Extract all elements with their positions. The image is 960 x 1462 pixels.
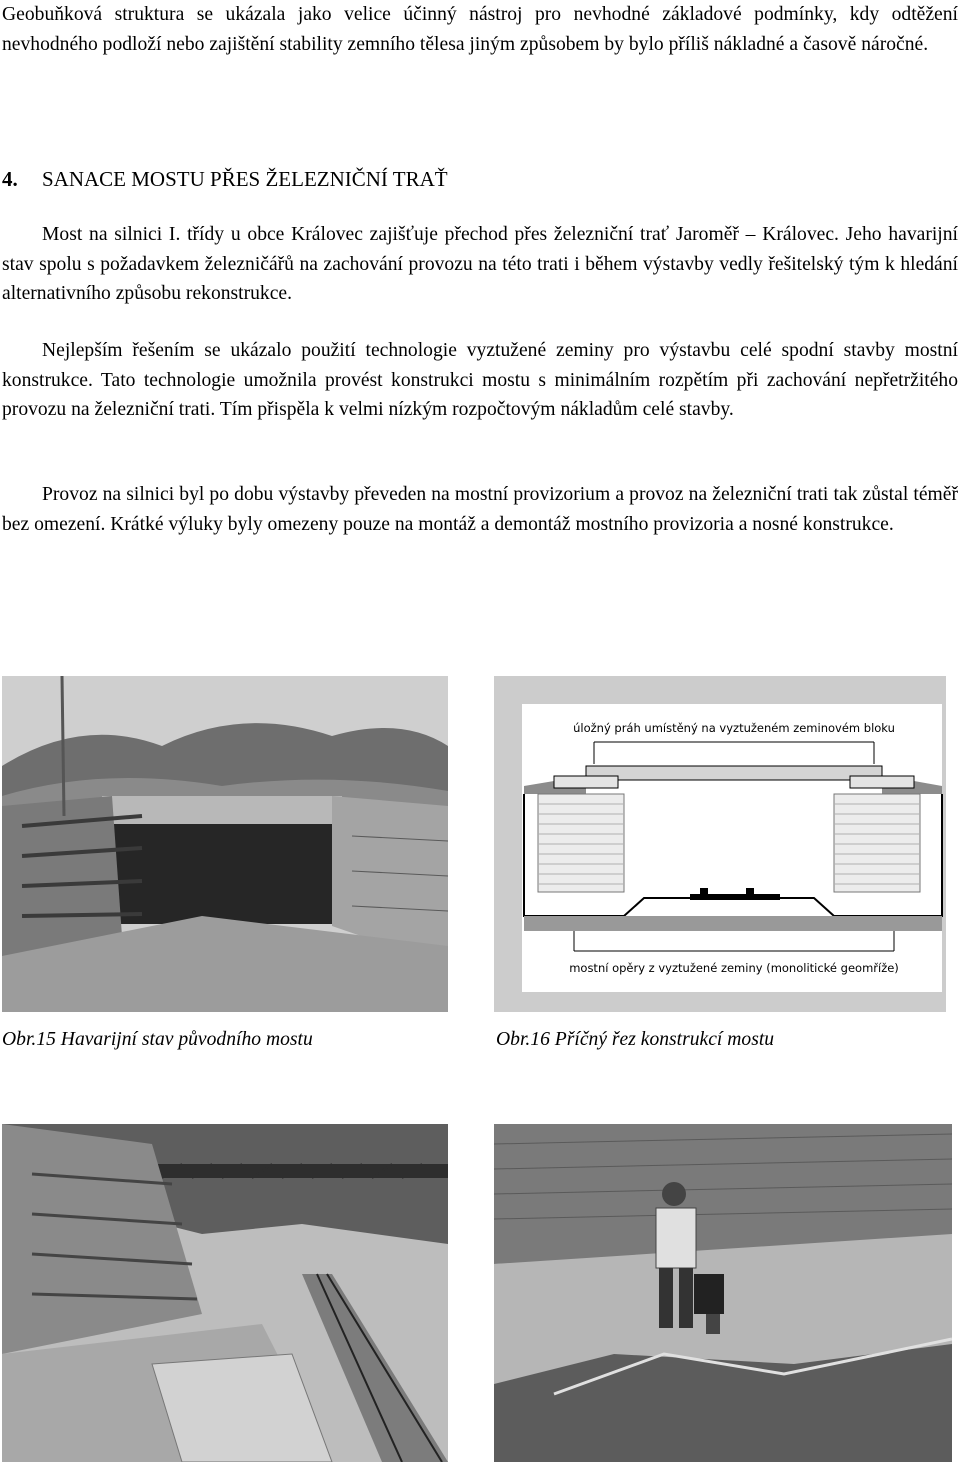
paragraph-intro: Geobuňková struktura se ukázala jako velice účinný nástroj pro nevhodné základové podmínky, kdy odtěžení nevhodného podloží nebo zajištění stability zemního tělesa jiným způsobem by bylo příliš nákladné a časově náročné. bbox=[2, 4, 958, 55]
diagram-cross-section bbox=[494, 676, 946, 1012]
photo-construction-railway bbox=[2, 1124, 448, 1462]
diagram-label-top: úložný práh umístěný na vyztuženém zeminovém bloku bbox=[573, 721, 895, 735]
section-heading bbox=[2, 164, 448, 194]
caption-figure-16: Obr.16 Příčný řez konstrukcí mostu bbox=[496, 1029, 775, 1050]
caption-figure-15: Obr.15 Havarijní stav původního mostu bbox=[2, 1029, 313, 1050]
section-number: 4. bbox=[2, 167, 18, 191]
paragraph-solution: Nejlepším řešením se ukázalo použití technologie vyztužené zeminy pro výstavbu celé spodní stavby mostní konstrukce. Tato technologie umožnila provést konstrukci mostu s minimálním rozpětím při zachování nepřetržitého provozu na železniční trati. Tím přispěla k velmi nízkým rozpočtovým nákladům celé stavby. bbox=[2, 340, 958, 420]
photo-worker-compactor bbox=[494, 1124, 952, 1462]
paragraph-traffic: Provoz na silnici byl po dobu výstavby převeden na mostní provizorium a provoz na železniční trati tak zůstal téměř bez omezení. Krátké výluky byly omezeny pouze na montáž a demontáž mostního provizoria a nosné konstrukce. bbox=[2, 484, 958, 535]
photo-old-bridge bbox=[2, 676, 448, 1012]
section-title: SANACE MOSTU PŘES ŽELEZNIČNÍ TRAŤ bbox=[42, 167, 448, 191]
diagram-label-bottom: mostní opěry z vyztužené zeminy (monolitické geomříže) bbox=[569, 961, 899, 975]
paragraph-bridge-description: Most na silnici I. třídy u obce Královec zajišťuje přechod přes železniční trať Jaroměř – Královec. Jeho havarijní stav spolu s požadavkem železničářů na zachování provozu na této trati i během výstavby vedly řešitelský tým k hledání alternativního způsobu rekonstrukce. bbox=[2, 224, 958, 304]
